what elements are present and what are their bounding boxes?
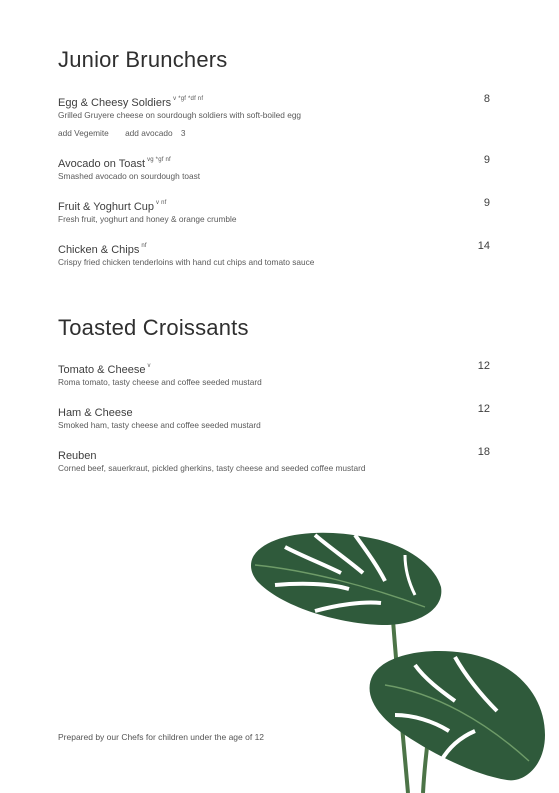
item-name: Reuben <box>58 450 97 462</box>
monstera-leaf-icon <box>245 525 559 793</box>
addon-avocado: add avocado <box>125 128 173 138</box>
item-name: Chicken & Chips $^{nf}$ <box>58 243 147 256</box>
item-description: Smashed avocado on sourdough toast <box>58 171 201 181</box>
item-price: 18 <box>477 446 490 458</box>
item-price: 9 <box>483 197 490 209</box>
item-description: Corned beef, sauerkraut, pickled gherkins, tasty cheese and seeded coffee mustard <box>58 463 366 473</box>
item-price: 9 <box>483 154 490 166</box>
item-description: Crispy fried chicken tenderloins with hand cut chips and tomato sauce <box>58 257 315 267</box>
menu-item-fruit-yoghurt-cup <box>58 197 490 224</box>
item-name: Avocado on Toast $^{vg *gf nf}$ <box>58 157 171 170</box>
menu-item-chicken-chips <box>58 240 490 267</box>
menu-item-avocado-on-toast <box>58 154 490 181</box>
dietary-tags: v <box>147 363 151 369</box>
item-price: 14 <box>477 240 490 252</box>
menu-item-tomato-cheese <box>58 360 490 387</box>
menu-item-ham-cheese <box>58 403 490 430</box>
item-name: Tomato & Cheese $^v$ <box>58 363 151 376</box>
dietary-tags: vg *gf nf <box>147 157 171 163</box>
item-name: Fruit & Yoghurt Cup $^{v nf}$ <box>58 200 167 213</box>
item-price: 12 <box>477 360 490 372</box>
section-title-toasted-croissants: Toasted Croissants <box>58 315 249 340</box>
item-description: Roma tomato, tasty cheese and coffee seeded mustard <box>58 377 262 387</box>
footer-note: Prepared by our Chefs for children under the age of 12 <box>58 732 265 742</box>
item-description: Fresh fruit, yoghurt and honey & orange crumble <box>58 214 237 224</box>
item-name: Ham & Cheese <box>58 407 133 419</box>
menu-item-egg-cheesy-soldiers <box>58 93 490 138</box>
dietary-tags: v *gf *df nf <box>173 96 204 102</box>
item-description: Grilled Gruyere cheese on sourdough soldiers with soft-boiled egg <box>58 110 302 120</box>
item-name: Egg & Cheesy Soldiers $^{v *gf *df nf}$ <box>58 96 204 109</box>
item-price: 12 <box>477 403 490 415</box>
dietary-tags: v nf <box>156 200 167 206</box>
dietary-tags: nf <box>141 243 147 249</box>
item-description: Smoked ham, tasty cheese and coffee seeded mustard <box>58 420 261 430</box>
addon-price: 3 <box>180 128 186 138</box>
item-addons <box>58 128 490 138</box>
section-title-junior-brunchers: Junior Brunchers <box>58 47 228 72</box>
item-price: 8 <box>483 93 490 105</box>
menu-item-reuben <box>58 446 490 473</box>
addon-vegemite: add Vegemite <box>58 128 109 138</box>
